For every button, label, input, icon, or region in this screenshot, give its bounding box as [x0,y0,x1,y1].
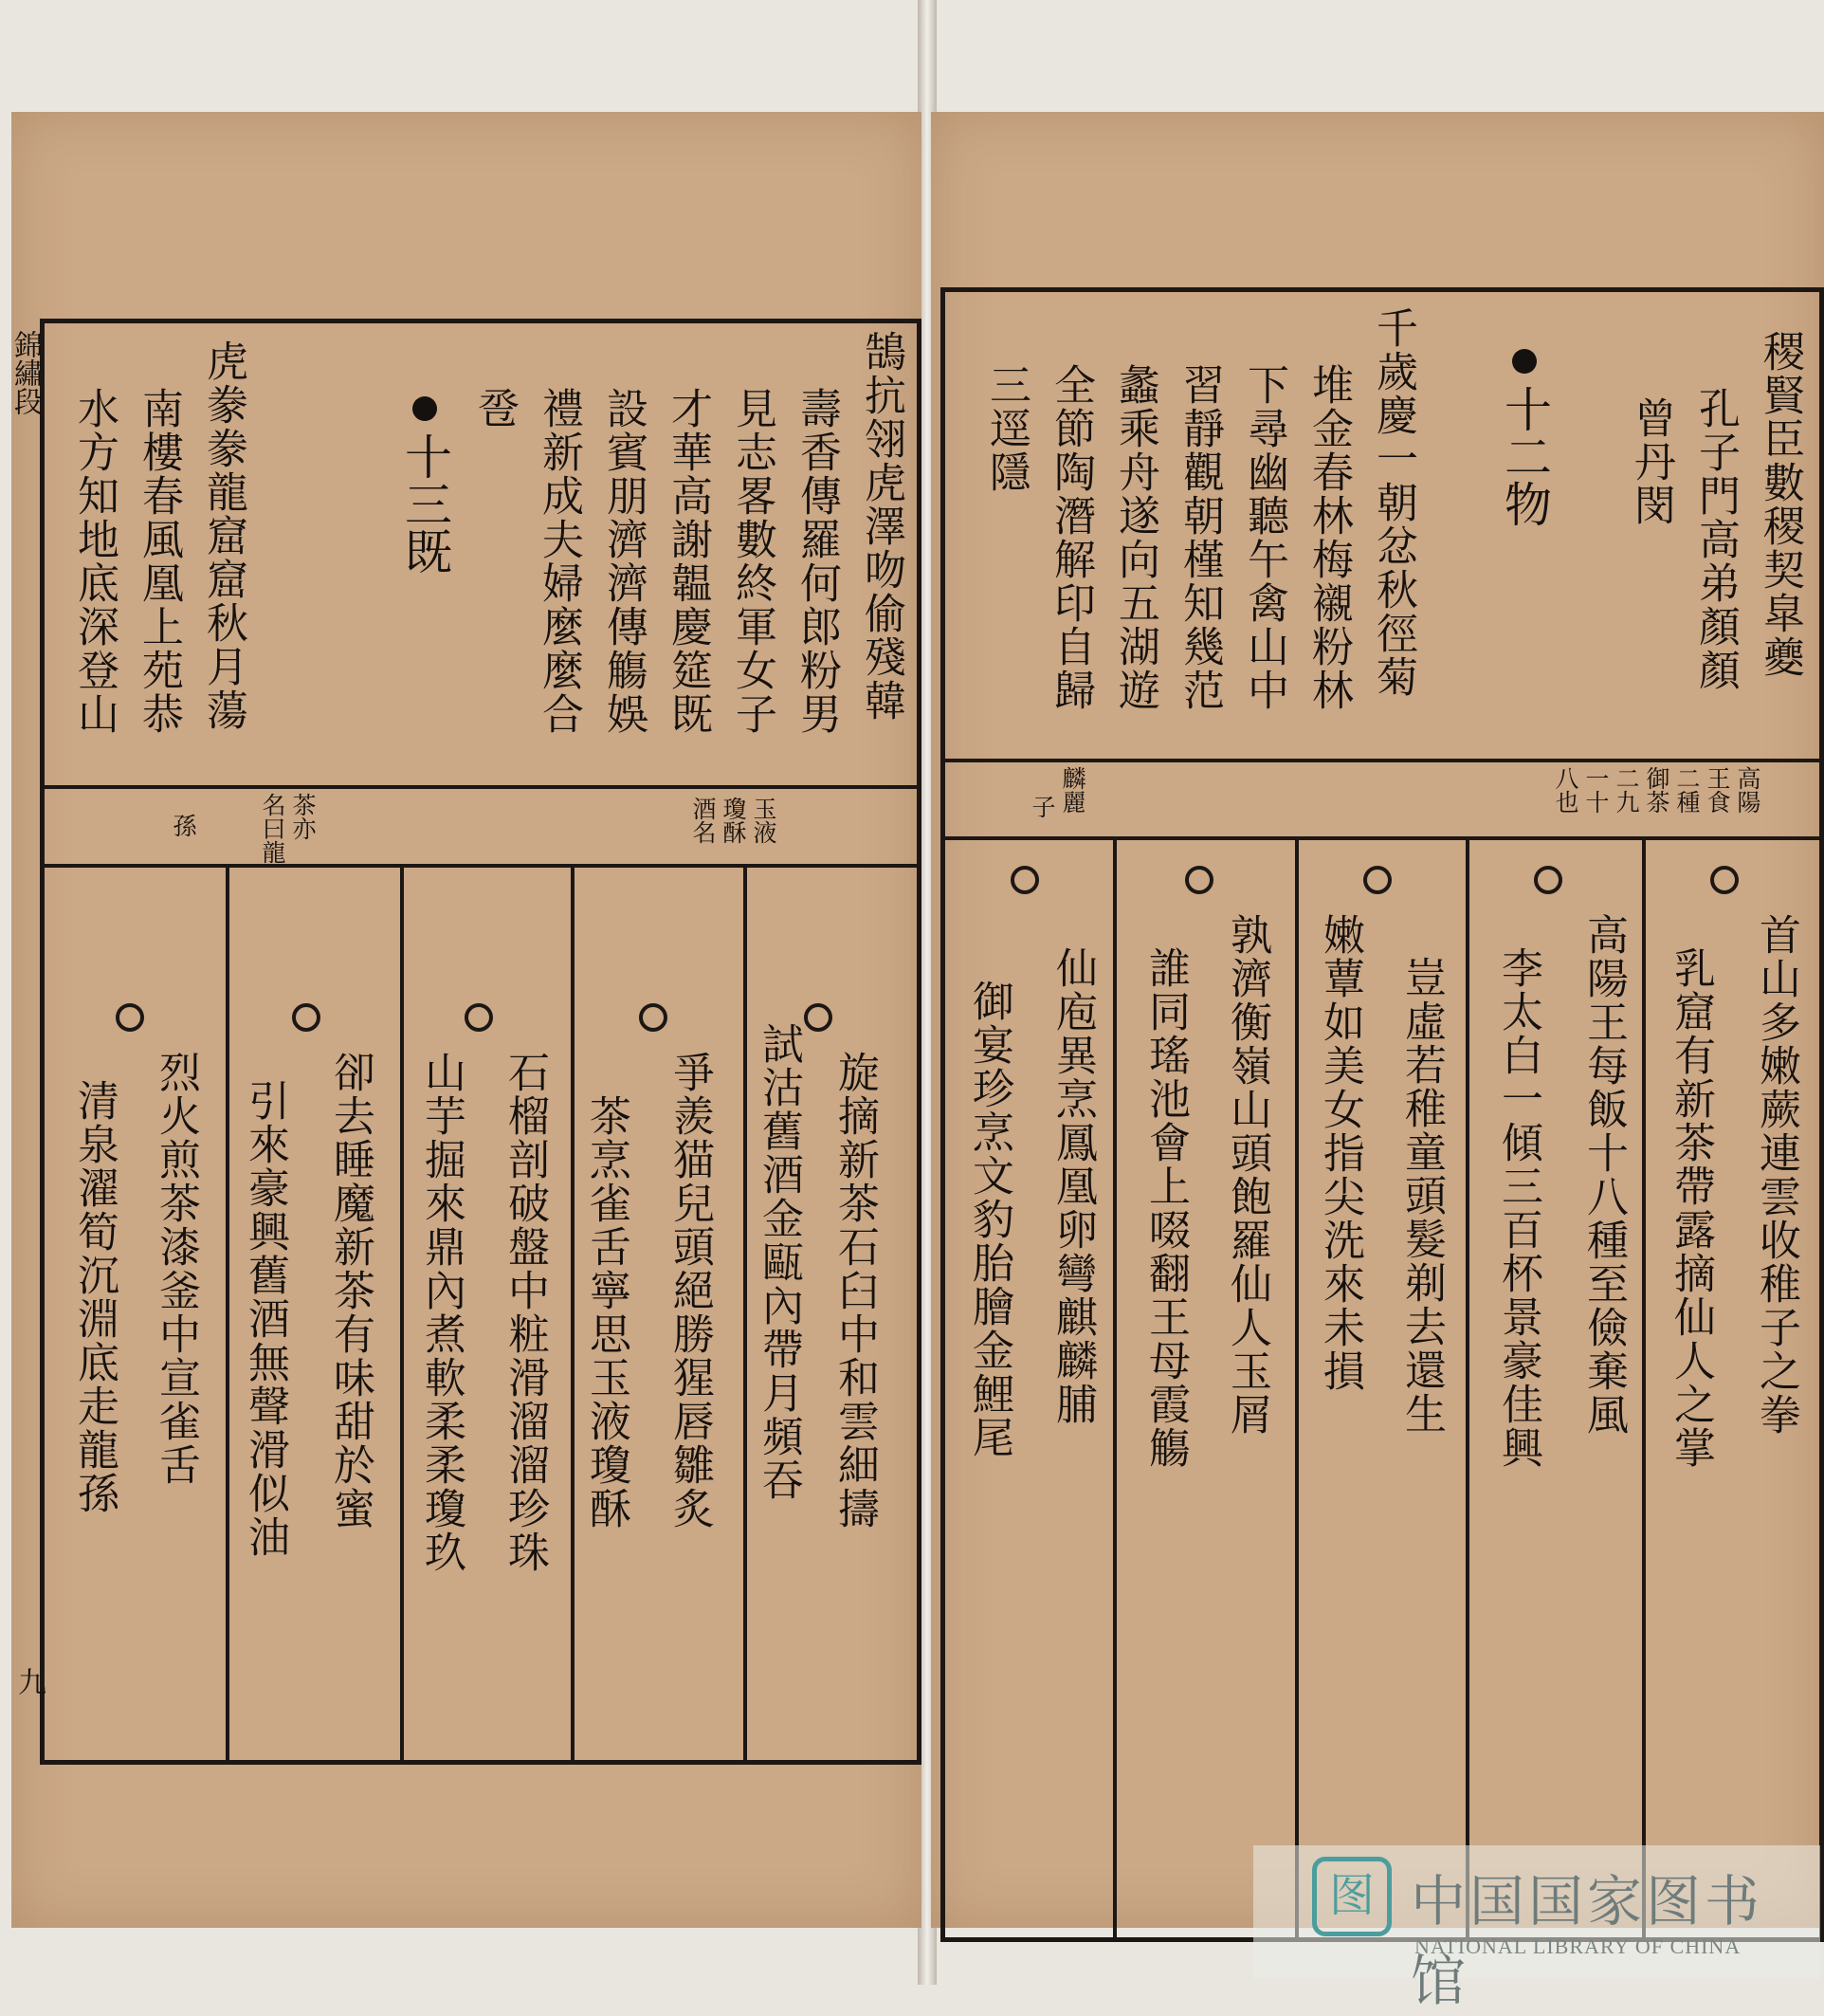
right-upper-col-3: 曾丹閔 [1627,396,1675,527]
left-upper-col-8: 虎豢豢龍窟窟秋月蕩 [199,339,247,732]
right-upper-divider [940,759,1824,762]
right-upper-col-6: 下尋幽聽午禽山中 [1240,363,1288,712]
right-note-7: 八也 [1552,766,1579,814]
right-lower-col-10: 御宴珍烹文豹胎膾金鯉尾 [965,980,1013,1459]
left-note-1: 玉液 [750,797,777,844]
left-heading-text: 十三既 [397,432,452,575]
circle-marker-icon [292,1003,320,1032]
right-note-6: 一十 [1582,766,1610,814]
left-section-heading [391,396,459,575]
left-lower-col-7: 卻去睡魔新茶有味甜於蜜 [326,1051,374,1530]
left-lower-col-2: 試沽舊酒金甌內帶月頻吞 [755,1022,803,1502]
left-note-6: 孫 [170,814,197,837]
left-col-rule-4 [226,864,229,1765]
left-note-4: 茶亦 [289,793,317,840]
right-lower-col-8: 誰同瑤池會上啜翻王母霞觴 [1141,946,1190,1470]
circle-marker-icon [804,1003,832,1032]
right-lower-col-4: 李太白一傾三百杯景豪佳興 [1494,946,1542,1470]
left-lower-col-5: 石榴剖破盤中粧滑溜溜珍珠 [501,1051,549,1574]
library-watermark [1253,1845,1820,2013]
right-upper-col-4: 千歲慶一朝忿秋徑菊 [1369,306,1417,699]
right-lower-col-1: 首山多嫩蕨連雲收稚子之拳 [1752,913,1800,1437]
right-section-heading [1490,349,1559,527]
left-lower-col-1: 旋摘新茶石臼中和雲細擣 [830,1051,879,1530]
library-seal-icon: 图 [1312,1857,1392,1936]
left-upper-col-2: 壽香傳羅何郎粉男 [793,387,841,736]
left-margin-label: 錦繡段 [9,330,42,415]
right-note-3: 二種 [1673,766,1701,814]
right-upper-col-8: 蠡乘舟遂向五湖遊 [1111,363,1159,712]
left-page [11,112,921,1928]
right-upper-col-9: 全節陶潛解印自歸 [1047,363,1095,712]
library-name-en: NATIONAL LIBRARY OF CHINA [1414,1934,1742,1958]
right-upper-col-7: 習靜觀朝槿知幾范 [1176,363,1224,712]
left-page-number: 九 [12,1667,46,1695]
right-notes-divider [940,836,1824,840]
circle-marker-icon [116,1003,144,1032]
left-lower-col-9: 烈火煎茶漆釜中宣雀舌 [152,1051,200,1487]
circle-marker-icon [1363,866,1392,894]
right-note-9: 子 [1029,795,1056,818]
circle-marker-icon [1710,866,1739,894]
right-note-8: 麟麗 [1059,766,1086,814]
circle-marker-icon [1534,866,1562,894]
right-upper-col-1: 稷賢臣數稷契皐夔 [1756,330,1804,679]
right-lower-col-9: 仙庖異烹鳳凰卵彎麒麟脯 [1049,946,1097,1426]
left-col-rule-2 [571,864,575,1765]
left-upper-col-10: 水方知地底深登山 [70,387,119,736]
left-lower-col-6: 山芋掘來鼎內煮軟柔柔瓊玖 [417,1051,465,1574]
left-lower-col-3: 爭羨猫兒頭絕勝猩唇雛炙 [666,1051,714,1530]
left-upper-col-7: 卺 [470,387,519,431]
right-page [931,112,1824,1928]
right-col-rule-3 [1295,836,1299,1942]
left-upper-col-3: 見志畧數終軍女子 [728,387,776,736]
right-lower-col-3: 高陽王每飯十八種至儉棄風 [1579,913,1628,1437]
left-lower-col-10: 清泉濯筍沉淵底走龍孫 [70,1079,119,1515]
right-heading-text: 十二物 [1497,385,1552,527]
bullet-dot-icon [412,396,437,421]
bullet-dot-icon [1512,349,1537,374]
right-note-1: 高陽 [1734,766,1761,814]
right-upper-col-2: 孔子門高弟顏顏 [1691,387,1740,692]
left-upper-col-5: 設賓朋濟濟傳觴娛 [599,387,648,736]
right-note-4: 御茶 [1643,766,1670,814]
left-notes-divider [40,864,921,868]
left-col-rule-1 [743,864,747,1765]
circle-marker-icon [1011,866,1039,894]
left-note-5: 名曰龍 [259,793,286,864]
right-upper-col-10: 三逕隱 [982,363,1031,494]
right-note-5: 二九 [1613,766,1640,814]
right-lower-col-2: 乳窟有新茶帶露摘仙人之掌 [1667,946,1715,1470]
right-col-rule-1 [1642,836,1646,1942]
left-lower-col-4: 茶烹雀舌寧思玉液瓊酥 [582,1094,630,1530]
right-lower-col-5: 豈虛若稚童頭髮剃去還生 [1397,956,1446,1436]
left-note-3: 酒名 [689,797,717,844]
right-col-rule-2 [1466,836,1469,1942]
circle-marker-icon [465,1003,493,1032]
left-upper-col-9: 南樓春風凰上苑恭 [135,387,183,736]
right-lower-col-7: 孰濟衡嶺山頭飽羅仙人玉屑 [1223,913,1271,1437]
left-col-rule-3 [400,864,404,1765]
right-note-2: 王食 [1704,766,1731,814]
left-upper-col-4: 才華高謝韞慶筵既 [664,387,712,736]
library-name-cn: 中国国家图书馆 [1411,1869,1764,2013]
right-col-rule-4 [1113,836,1117,1942]
left-note-2: 瓊酥 [720,797,747,844]
circle-marker-icon [639,1003,667,1032]
left-lower-col-8: 引來豪興舊酒無聲滑似油 [241,1079,289,1559]
left-upper-col-6: 禮新成夫婦麼麼合 [535,387,583,736]
right-lower-col-6: 嫩蕈如美女指尖洗來未損 [1316,913,1364,1393]
left-upper-col-1: 鵠抗翎虎澤吻偷殘韓 [857,330,905,723]
right-upper-col-5: 堆金春林梅襯粉林 [1304,363,1353,712]
left-upper-divider [40,785,921,789]
circle-marker-icon [1185,866,1213,894]
